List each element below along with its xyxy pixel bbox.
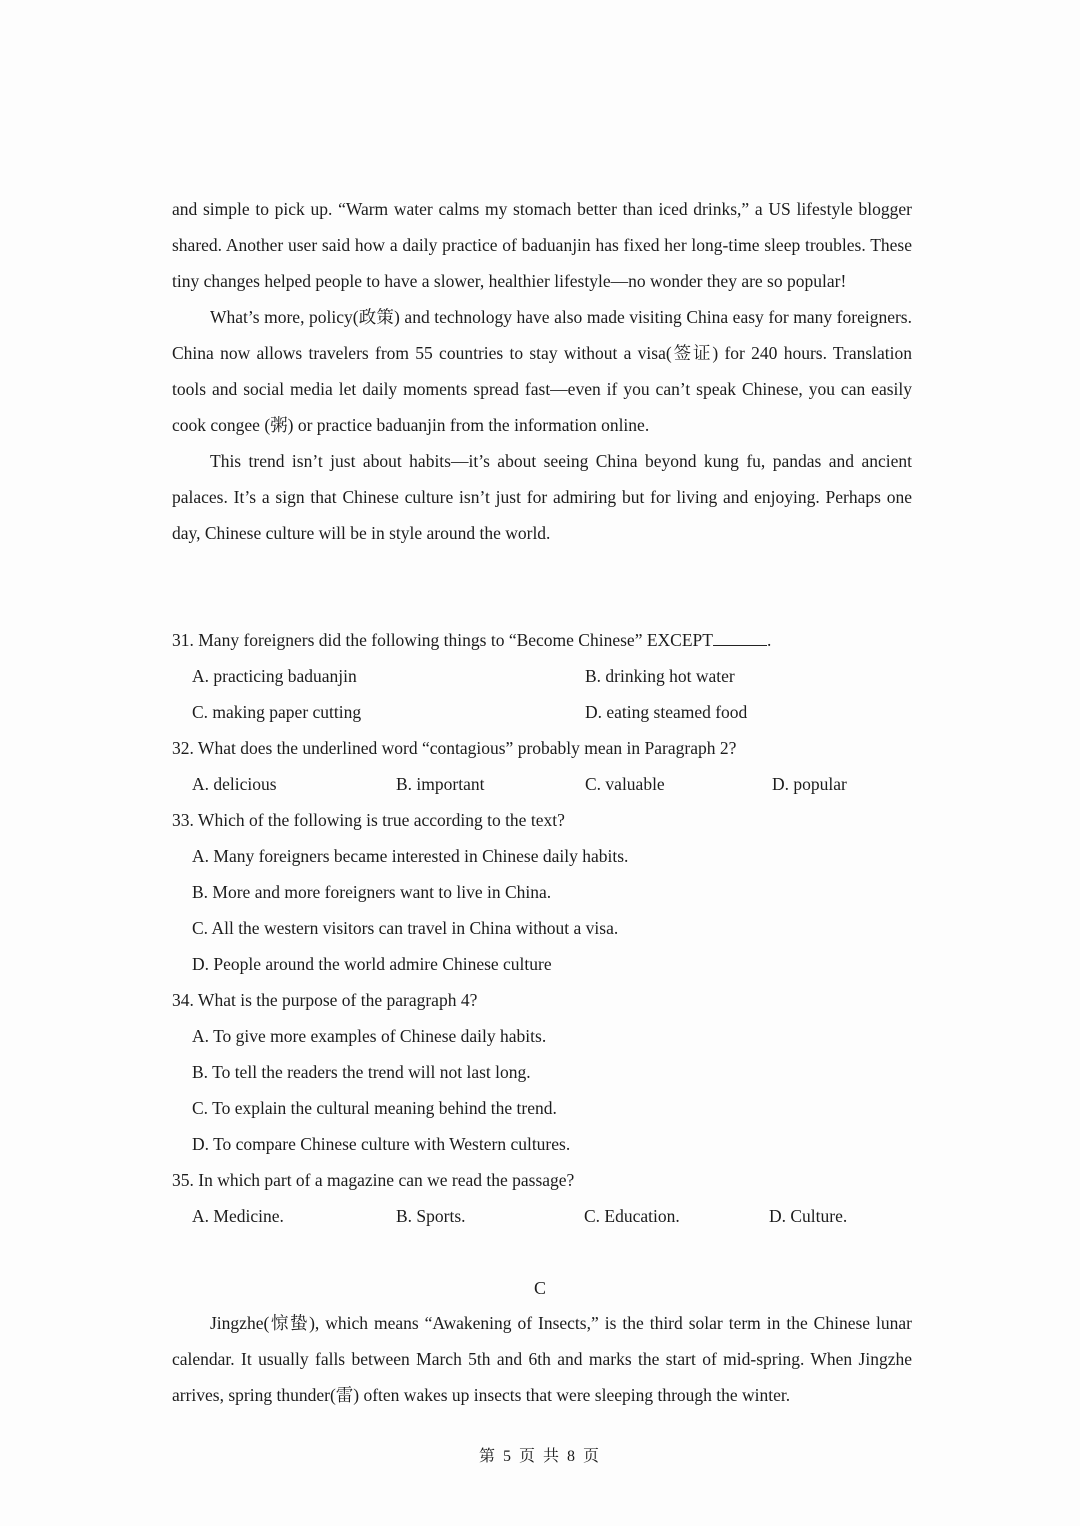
- question-34-option-a: A. To give more examples of Chinese daily habits.: [192, 1026, 547, 1046]
- question-33-option-c: C. All the western visitors can travel in China without a visa.: [192, 918, 619, 938]
- question-31-stem-end: .: [766, 630, 772, 650]
- question-34-option-d: D. To compare Chinese culture with Western cultures.: [192, 1134, 571, 1154]
- section-c-heading: C: [533, 1278, 546, 1298]
- question-32-option-d: D. popular: [772, 774, 847, 794]
- question-34-option-c: C. To explain the cultural meaning behind the trend.: [192, 1098, 557, 1118]
- question-34-stem: 34. What is the purpose of the paragraph 4?: [172, 990, 478, 1010]
- passage-b: [172, 191, 912, 551]
- question-31-option-c: C. making paper cutting: [192, 702, 362, 722]
- question-31-option-d: D. eating steamed food: [585, 702, 748, 722]
- question-35-option-b: B. Sports.: [396, 1206, 466, 1226]
- passage-b-paragraph-3: This trend isn’t just about habits—it’s about seeing China beyond kung fu, pandas and ancient palaces. It’s a sign that Chinese culture isn’t just for admiring but for living and enjoying. Perhaps one day, Chinese culture will be in style around the world.: [172, 451, 912, 543]
- question-35-option-c: C. Education.: [584, 1206, 680, 1226]
- question-32-option-c: C. valuable: [585, 774, 665, 794]
- question-33-option-b: B. More and more foreigners want to live in China.: [192, 882, 552, 902]
- passage-c: [172, 1305, 912, 1413]
- question-33-stem: 33. Which of the following is true according to the text?: [172, 810, 565, 830]
- question-32-stem: 32. What does the underlined word “contagious” probably mean in Paragraph 2?: [172, 738, 737, 758]
- question-35-option-a: A. Medicine.: [192, 1206, 284, 1226]
- question-31-option-a: A. practicing baduanjin: [192, 666, 357, 686]
- question-32-option-b: B. important: [396, 774, 485, 794]
- question-31-stem-text: 31. Many foreigners did the following things to “Become Chinese” EXCEPT: [172, 630, 713, 650]
- page-number-footer: 第 5 页 共 8 页: [478, 1448, 601, 1465]
- question-33-option-a: A. Many foreigners became interested in Chinese daily habits.: [192, 846, 629, 866]
- passage-c-paragraph-1: Jingzhe(惊蛰), which means “Awakening of Insects,” is the third solar term in the Chinese lunar calendar. It usually falls between March 5th and 6th and marks the start of mid-spring. When Jingzhe arrives, spring thunder(雷) often wakes up insects that were sleeping through the winter.: [172, 1313, 912, 1405]
- question-35-option-d: D. Culture.: [769, 1206, 848, 1226]
- question-35-stem: 35. In which part of a magazine can we read the passage?: [172, 1170, 575, 1190]
- question-32-option-a: A. delicious: [192, 774, 277, 794]
- question-33-option-d: D. People around the world admire Chinese culture: [192, 954, 552, 974]
- answer-blank: [713, 631, 767, 646]
- question-34-option-b: B. To tell the readers the trend will not last long.: [192, 1062, 531, 1082]
- passage-b-paragraph-1: and simple to pick up. “Warm water calms my stomach better than iced drinks,” a US lifestyle blogger shared. Another user said how a daily practice of baduanjin has fixed her long-time sleep troubles. These tiny changes helped people to have a slower, healthier lifestyle—no wonder they are so popular!: [172, 199, 912, 291]
- passage-b-paragraph-2: What’s more, policy(政策) and technology have also made visiting China easy for many foreigners. China now allows travelers from 55 countries to stay without a visa(签证) for 240 hours. Translation tools and social media let daily moments spread fast—even if you can’t speak Chinese, you can easily cook congee (粥) or practice baduanjin from the information online.: [172, 307, 912, 435]
- question-31-option-b: B. drinking hot water: [585, 666, 735, 686]
- question-31-stem: [172, 622, 771, 658]
